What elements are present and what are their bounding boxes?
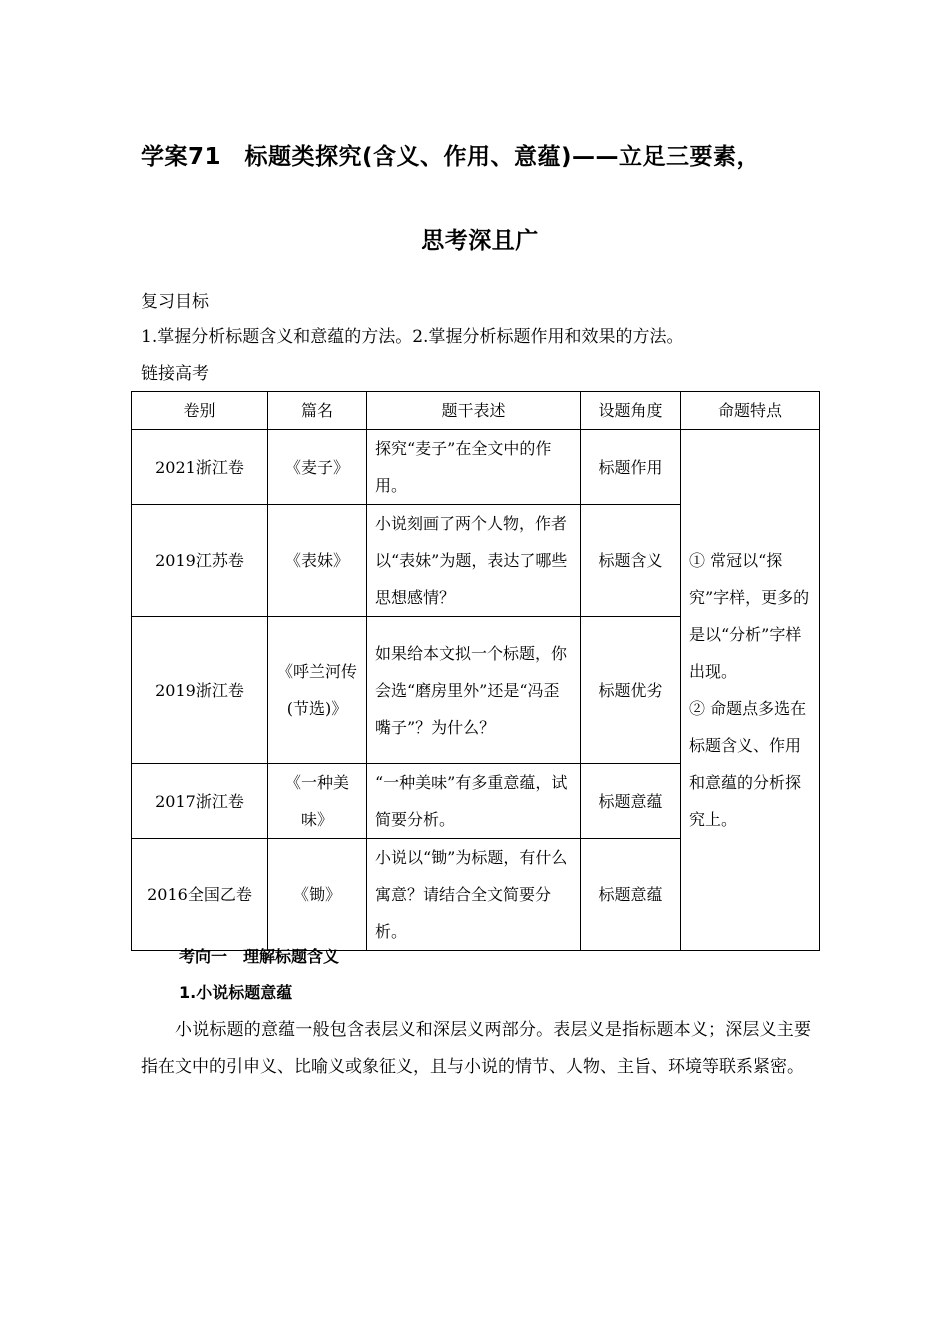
section-heading: 考向一 理解标题含义 — [179, 947, 340, 966]
cell-piece: 《麦子》 — [268, 430, 367, 505]
header-piece: 篇名 — [268, 392, 367, 430]
cell-angle: 标题含义 — [581, 505, 681, 617]
table-row — [132, 430, 820, 505]
table-header-row — [132, 392, 820, 430]
cell-paper: 2019浙江卷 — [132, 617, 268, 764]
cell-paper: 2017浙江卷 — [132, 764, 268, 839]
page-title: 学案71 标题类探究(含义、作用、意蕴)——立足三要素， — [141, 144, 761, 170]
cell-features — [681, 430, 820, 951]
feature-point-1: ① 常冠以“探究”字样，更多的是以“分析”字样出现。 — [689, 551, 810, 681]
header-features: 命题特点 — [681, 392, 820, 430]
cell-question: “一种美味”有多重意蕴，试简要分析。 — [367, 764, 581, 839]
cell-angle: 标题优劣 — [581, 617, 681, 764]
cell-angle: 标题意蕴 — [581, 764, 681, 839]
cell-angle: 标题意蕴 — [581, 839, 681, 951]
header-angle: 设题角度 — [581, 392, 681, 430]
exam-table — [131, 391, 820, 951]
cell-piece: 《锄》 — [268, 839, 367, 951]
subsection-heading: 1.小说标题意蕴 — [179, 983, 293, 1002]
exam-link-heading: 链接高考 — [141, 364, 209, 384]
cell-piece: 《一种美味》 — [268, 764, 367, 839]
cell-piece: 《呼兰河传(节选)》 — [268, 617, 367, 764]
header-question: 题干表述 — [367, 392, 581, 430]
header-paper: 卷别 — [132, 392, 268, 430]
cell-question: 小说以“锄”为标题，有什么寓意？请结合全文简要分析。 — [367, 839, 581, 951]
cell-question: 探究“麦子”在全文中的作用。 — [367, 430, 581, 505]
cell-angle: 标题作用 — [581, 430, 681, 505]
cell-paper: 2019江苏卷 — [132, 505, 268, 617]
review-goals-text: 1.掌握分析标题含义和意蕴的方法。2.掌握分析标题作用和效果的方法。 — [141, 327, 684, 347]
cell-piece: 《表妹》 — [268, 505, 367, 617]
body-paragraph: 小说标题的意蕴一般包含表层义和深层义两部分。表层义是指标题本义；深层义主要指在文中的引申义、比喻义或象征义，且与小说的情节、人物、主旨、环境等联系紧密。 — [141, 1020, 811, 1077]
feature-point-2: ② 命题点多选在标题含义、作用和意蕴的分析探究上。 — [689, 699, 807, 829]
cell-question: 小说刻画了两个人物，作者以“表妹”为题，表达了哪些思想感情？ — [367, 505, 581, 617]
page-title-continued: 思考深且广 — [421, 228, 539, 254]
review-goals-heading: 复习目标 — [141, 292, 209, 312]
cell-paper: 2016全国乙卷 — [132, 839, 268, 951]
cell-question: 如果给本文拟一个标题，你会选“磨房里外”还是“冯歪嘴子”？为什么？ — [367, 617, 581, 764]
cell-paper: 2021浙江卷 — [132, 430, 268, 505]
